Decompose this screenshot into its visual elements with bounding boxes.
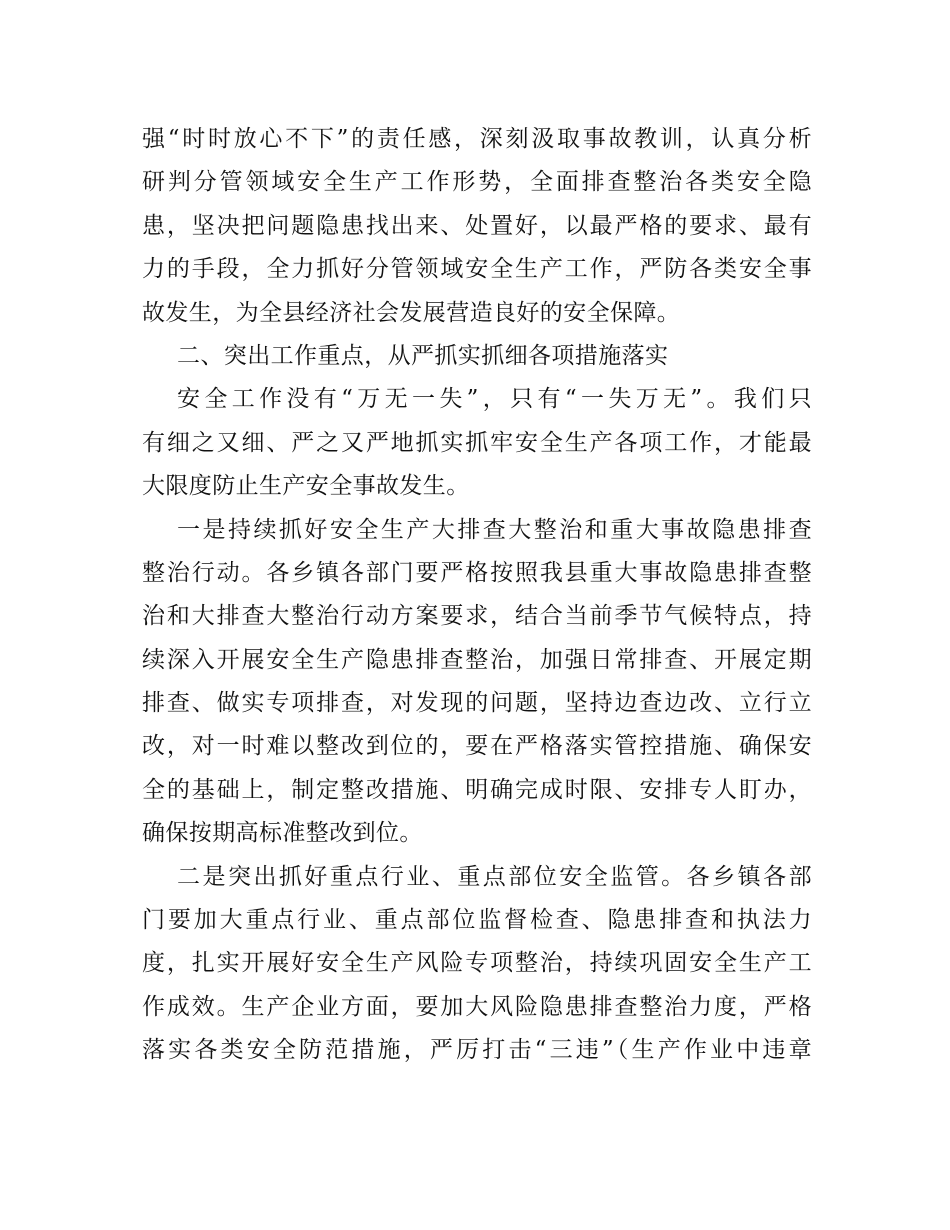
- text-line: 安全工作没有“万无一失”，只有“一失万无”。我们只: [177, 386, 812, 413]
- text-line: 一是持续抓好安全生产大排查大整治和重大事故隐患排查: [177, 516, 812, 543]
- text-line: 作成效。生产企业方面，要加大风险隐患排查整治力度，严格: [142, 993, 812, 1020]
- text-line: 二是突出抓好重点行业、重点部位安全监管。各乡镇各部: [177, 863, 812, 890]
- section-heading: [142, 335, 812, 378]
- text-line: 改，对一时难以整改到位的，要在严格落实管控措施、确保安: [142, 733, 812, 760]
- text-line: 门要加大重点行业、重点部位监督检查、隐患排查和执法力: [142, 907, 812, 934]
- text-line: 有细之又细、严之又严地抓实抓牢安全生产各项工作，才能最: [142, 429, 812, 456]
- text-line: 故发生，为全县经济社会发展营造良好的安全保障。: [142, 299, 681, 326]
- paragraph-point-two: [142, 856, 812, 1073]
- text-line: 治和大排查大整治行动方案要求，结合当前季节气候特点，持: [142, 603, 812, 630]
- paragraph-safety-intro: [142, 378, 812, 508]
- text-line: 研判分管领域安全生产工作形势，全面排查整治各类安全隐: [142, 169, 812, 196]
- text-line: 全的基础上，制定整改措施、明确完成时限、安排专人盯办，: [142, 776, 812, 803]
- text-line: 力的手段，全力抓好分管领域安全生产工作，严防各类安全事: [142, 256, 812, 283]
- document-body: [142, 118, 812, 1073]
- text-line: 排查、做实专项排查，对发现的问题，坚持边查边改、立行立: [142, 690, 812, 717]
- paragraph-continuation: [142, 118, 812, 335]
- section-heading-text: 二、突出工作重点，从严抓实抓细各项措施落实: [177, 342, 669, 369]
- text-line: 整治行动。各乡镇各部门要严格按照我县重大事故隐患排查整: [142, 559, 812, 586]
- text-line: 度，扎实开展好安全生产风险专项整治，持续巩固安全生产工: [142, 950, 812, 977]
- text-line: 落实各类安全防范措施，严厉打击“三违”（生产作业中违章: [142, 1037, 812, 1064]
- text-line: 患，坚决把问题隐患找出来、处置好，以最严格的要求、最有: [142, 212, 812, 239]
- text-line: 大限度防止生产安全事故发生。: [142, 473, 470, 500]
- text-line: 确保按期高标准整改到位。: [142, 820, 423, 847]
- paragraph-point-one: [142, 509, 812, 856]
- text-line: 续深入开展安全生产隐患排查整治，加强日常排查、开展定期: [142, 646, 812, 673]
- text-line: 强“时时放心不下”的责任感，深刻汲取事故教训，认真分析: [142, 126, 812, 152]
